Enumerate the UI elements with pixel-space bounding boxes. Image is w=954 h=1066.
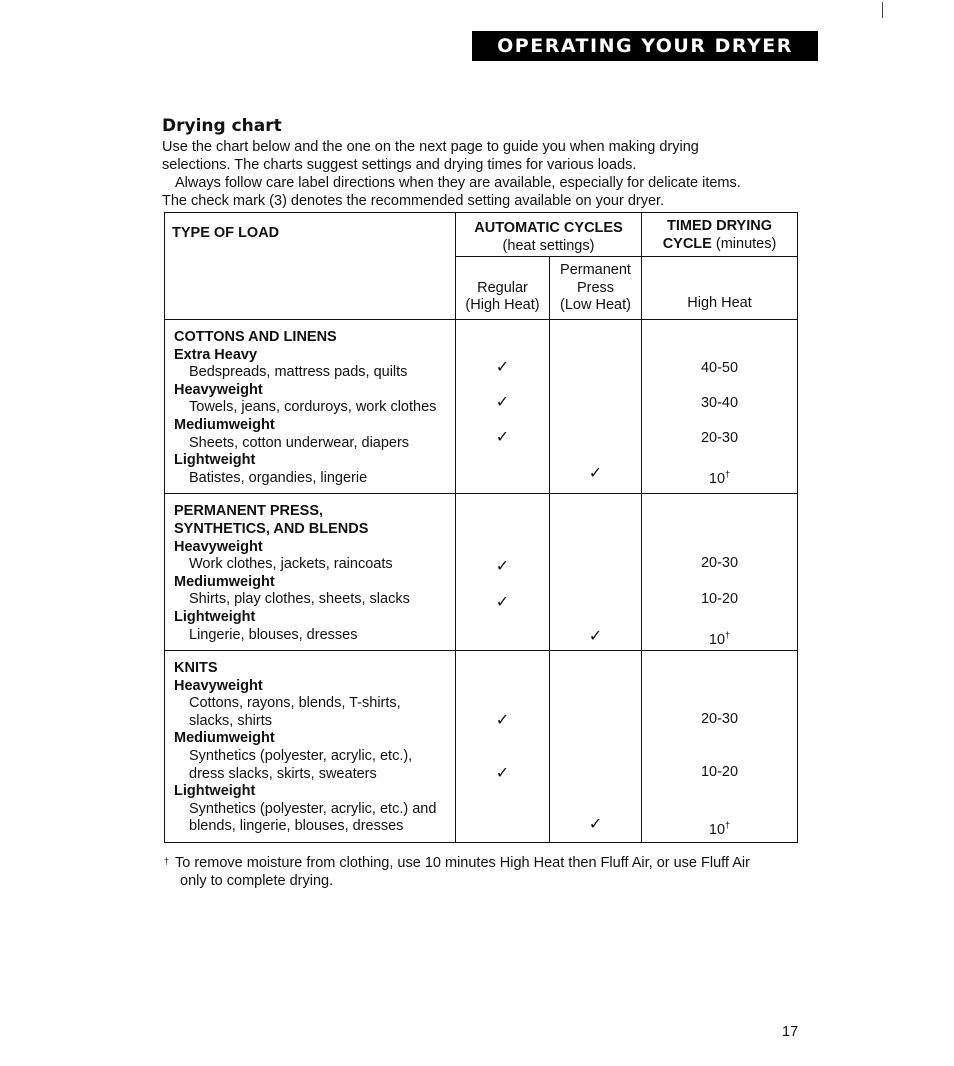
group-title-line-2: SYNTHETICS, AND BLENDS xyxy=(174,520,369,537)
time-value: 10-20 xyxy=(700,764,739,781)
time-value: 10 xyxy=(708,632,726,649)
header-type-of-load: TYPE OF LOAD xyxy=(165,213,456,320)
weight-label: Mediumweight xyxy=(174,416,275,433)
examples: Towels, jeans, corduroys, work clothes xyxy=(189,399,437,416)
weight-label: Heavyweight xyxy=(174,677,263,694)
regular-column-cell xyxy=(456,494,550,651)
timed-cycle-word: CYCLE xyxy=(662,235,712,252)
group-title: COTTONS AND LINENS xyxy=(174,329,337,345)
footnote-line-2: only to complete drying. xyxy=(180,873,334,889)
intro-line-1: Use the chart below and the one on the next page to guide you when making drying xyxy=(162,139,699,155)
regular-column-cell xyxy=(456,651,550,843)
examples: Bedspreads, mattress pads, quilts xyxy=(189,364,408,381)
examples: dress slacks, skirts, sweaters xyxy=(189,765,377,782)
perm-press-column-cell xyxy=(550,320,642,494)
examples: Sheets, cotton underwear, diapers xyxy=(189,434,410,451)
time-value: 10 xyxy=(708,471,726,487)
load-description xyxy=(165,320,456,494)
dagger-mark: † xyxy=(725,630,731,641)
check-mark: ✓ xyxy=(495,392,510,411)
time-value: 20-30 xyxy=(700,555,739,572)
intro-text xyxy=(162,138,792,210)
header-automatic-cycles xyxy=(456,213,642,257)
auto-cycles-title: AUTOMATIC CYCLES xyxy=(474,220,623,236)
edge-mark xyxy=(882,2,883,18)
drying-chart-table xyxy=(164,212,798,843)
page-number: 17 xyxy=(782,1024,799,1040)
examples: slacks, shirts xyxy=(189,712,272,729)
time-value: 20-30 xyxy=(700,430,739,446)
header-timed-drying xyxy=(642,213,798,257)
examples: Synthetics (polyester, acrylic, etc.) and xyxy=(189,800,437,817)
auto-cycles-sub: (heat settings) xyxy=(502,237,595,254)
weight-label: Mediumweight xyxy=(174,730,275,747)
group-permanent-press xyxy=(165,494,798,651)
examples: Shirts, play clothes, sheets, slacks xyxy=(189,591,410,608)
dagger-mark: † xyxy=(164,856,170,866)
header-row xyxy=(165,213,798,257)
perm-heat: (Low Heat) xyxy=(560,297,631,314)
footnote xyxy=(164,852,804,890)
group-cottons-linens xyxy=(165,320,798,494)
group-knits xyxy=(165,651,798,843)
timed-column-cell xyxy=(642,494,798,651)
time-value: 20-30 xyxy=(700,711,739,728)
time-value: 40-50 xyxy=(700,360,739,376)
footnote-text-1: To remove moisture from clothing, use 10 minutes High Heat then Fluff Air, or use Fluff Air xyxy=(175,855,750,871)
check-mark: ✓ xyxy=(588,626,603,646)
group-title: PERMANENT PRESS, xyxy=(174,503,324,520)
regular-heat: (High Heat) xyxy=(465,297,540,314)
intro-line-3: Always follow care label directions when they are available, especially for delicate items. xyxy=(175,175,741,191)
weight-label: Heavyweight xyxy=(174,538,263,555)
group-title: KNITS xyxy=(174,660,218,677)
check-mark: ✓ xyxy=(588,463,603,482)
check-mark: ✓ xyxy=(495,710,510,730)
check-mark: ✓ xyxy=(495,427,510,446)
time-value: 30-40 xyxy=(700,395,739,411)
examples: Batistes, organdies, lingerie xyxy=(189,469,368,486)
time-value-with-dagger xyxy=(642,817,797,840)
weight-label: Lightweight xyxy=(174,608,256,625)
check-mark: ✓ xyxy=(495,556,510,576)
timed-line-1: TIMED DRYING xyxy=(667,218,772,234)
check-mark: ✓ xyxy=(495,763,510,783)
weight-label: Lightweight xyxy=(174,452,256,469)
time-value: 10 xyxy=(708,822,726,839)
load-description xyxy=(165,494,456,651)
dagger-mark: † xyxy=(725,469,731,479)
timed-minutes-word: (minutes) xyxy=(711,235,777,252)
check-mark: ✓ xyxy=(588,814,603,834)
regular-label: Regular xyxy=(477,279,528,296)
load-description xyxy=(165,651,456,843)
intro-line-4: The check mark (3) denotes the recommended setting available on your dryer. xyxy=(162,193,665,209)
regular-column-cell xyxy=(456,320,550,494)
perm-press-column-cell xyxy=(550,651,642,843)
time-value-with-dagger xyxy=(642,627,797,650)
examples: Lingerie, blouses, dresses xyxy=(189,626,358,643)
check-mark: ✓ xyxy=(495,592,510,612)
examples: blends, lingerie, blouses, dresses xyxy=(189,818,404,835)
subheader-high-heat: High Heat xyxy=(642,257,798,320)
examples: Cottons, rayons, blends, T-shirts, xyxy=(189,695,401,712)
weight-label: Lightweight xyxy=(174,783,256,800)
time-value: 10-20 xyxy=(700,591,739,608)
check-mark: ✓ xyxy=(495,357,510,376)
examples: Work clothes, jackets, raincoats xyxy=(189,556,393,573)
section-banner: OPERATING YOUR DRYER xyxy=(472,31,818,61)
weight-label: Heavyweight xyxy=(174,381,263,398)
page-title: Drying chart xyxy=(162,116,282,136)
timed-line-2 xyxy=(642,236,797,254)
subheader-permanent-press xyxy=(550,257,642,320)
perm-label-2: Press xyxy=(576,279,615,296)
weight-label: Extra Heavy xyxy=(174,346,258,363)
time-value-with-dagger xyxy=(642,466,797,489)
subheader-regular xyxy=(456,257,550,320)
examples: Synthetics (polyester, acrylic, etc.), xyxy=(189,748,413,765)
intro-line-2: selections. The charts suggest settings and drying times for various loads. xyxy=(162,157,637,173)
footnote-line-1 xyxy=(164,852,804,872)
weight-label: Mediumweight xyxy=(174,573,275,590)
perm-press-column-cell xyxy=(550,494,642,651)
timed-column-cell xyxy=(642,651,798,843)
timed-column-cell xyxy=(642,320,798,494)
dagger-mark: † xyxy=(725,820,731,831)
perm-label-1: Permanent xyxy=(560,262,631,279)
